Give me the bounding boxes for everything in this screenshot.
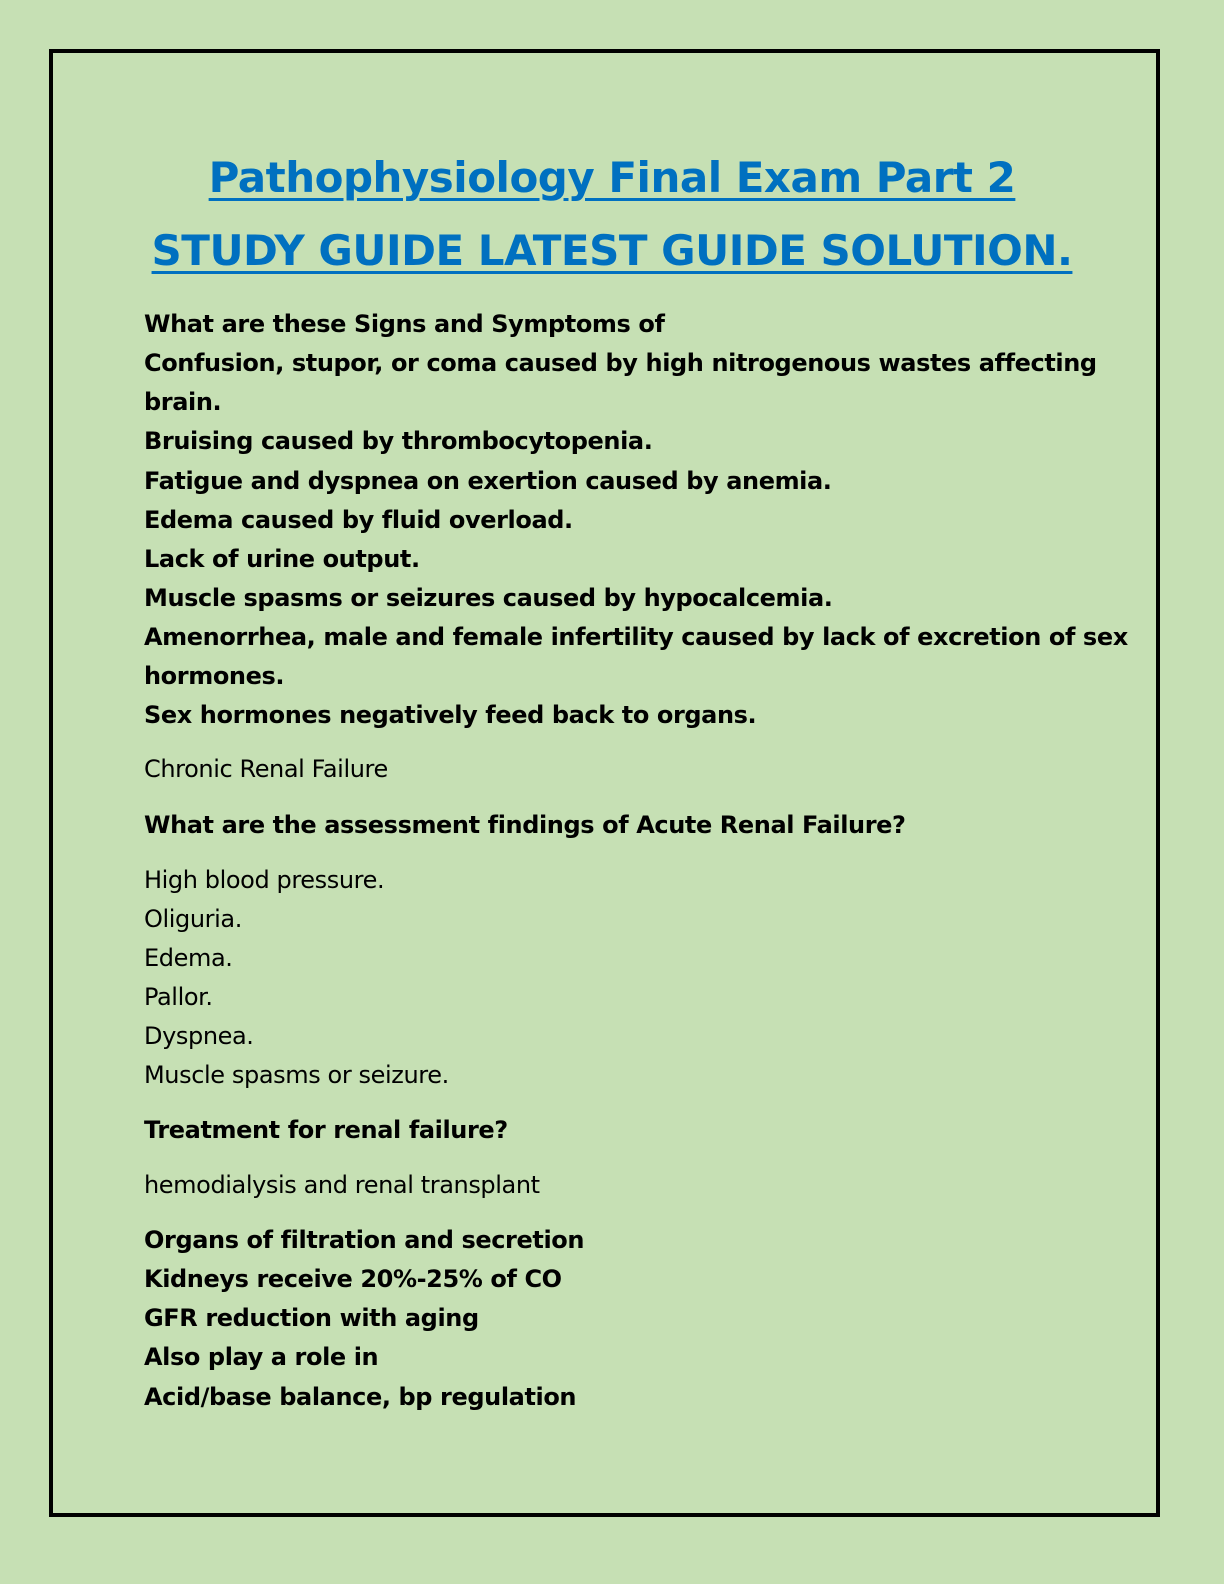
page-title: Pathophysiology Final Exam Part 2 <box>208 153 1016 202</box>
page-subtitle: STUDY GUIDE LATEST GUIDE SOLUTION. <box>151 226 1073 275</box>
symptom-line: Amenorrhea, male and female infertility caused by lack of excretion of sex <box>144 623 1128 651</box>
finding-line: Edema. <box>144 944 233 972</box>
finding-line: High blood pressure. <box>144 866 385 894</box>
question-assessment-findings: What are the assessment findings of Acute Renal Failure? <box>144 811 906 839</box>
symptom-line: hormones. <box>144 662 285 690</box>
symptom-line: brain. <box>144 388 222 416</box>
finding-line: Pallor. <box>144 983 213 1011</box>
symptom-line: Lack of urine output. <box>144 545 420 573</box>
kidney-fact-line: Organs of filtration and secretion <box>144 1226 585 1254</box>
symptom-line: Edema caused by fluid overload. <box>144 506 573 534</box>
answer-treatment: hemodialysis and renal transplant <box>144 1171 540 1199</box>
kidney-fact-line: Also play a role in <box>144 1343 379 1371</box>
question-signs-symptoms: What are these Signs and Symptoms of <box>144 310 665 338</box>
answer-chronic-renal-failure: Chronic Renal Failure <box>144 755 388 783</box>
symptom-line: Fatigue and dyspnea on exertion caused by anemia. <box>144 467 832 495</box>
kidney-fact-line: Kidneys receive 20%-25% of CO <box>144 1265 562 1293</box>
symptom-line: Muscle spasms or seizures caused by hypocalcemia. <box>144 584 833 612</box>
symptom-line: Confusion, stupor, or coma caused by high nitrogenous wastes affecting <box>144 349 1097 377</box>
kidney-fact-line: GFR reduction with aging <box>144 1304 479 1332</box>
question-treatment: Treatment for renal failure? <box>144 1116 508 1144</box>
kidney-fact-line: Acid/base balance, bp regulation <box>144 1383 577 1411</box>
finding-line: Muscle spasms or seizure. <box>144 1061 449 1089</box>
symptom-line: Bruising caused by thrombocytopenia. <box>144 427 653 455</box>
finding-line: Oliguria. <box>144 905 242 933</box>
finding-line: Dyspnea. <box>144 1022 254 1050</box>
symptom-line: Sex hormones negatively feed back to organs. <box>144 701 757 729</box>
